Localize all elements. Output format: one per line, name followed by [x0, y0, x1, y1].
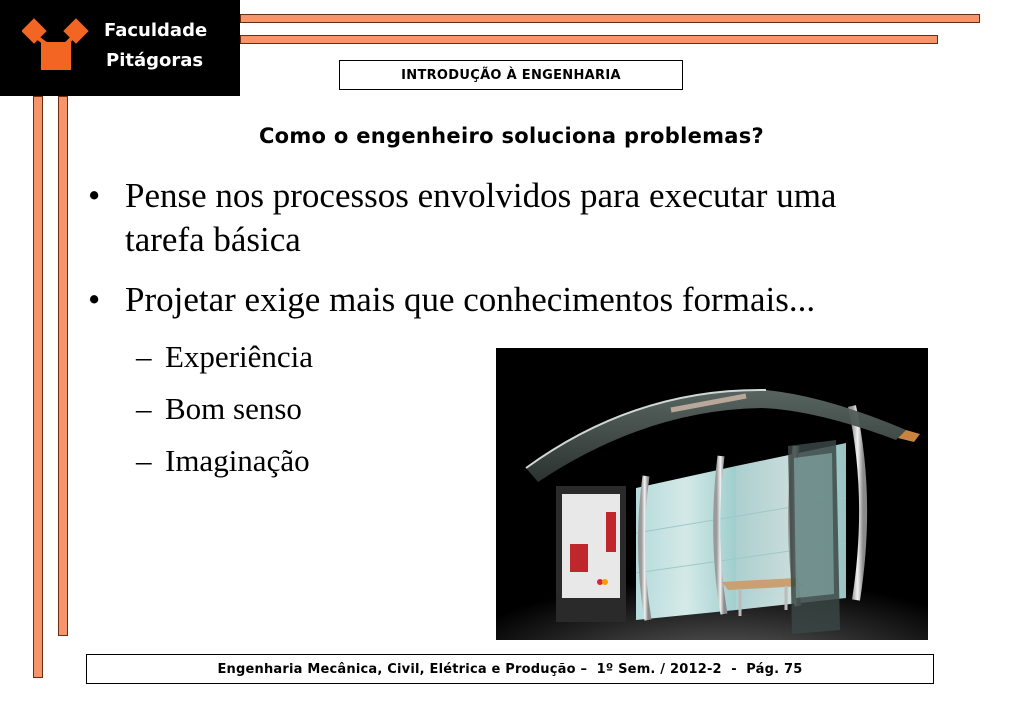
bullet-text: Projetar exige mais que conhecimentos formais...	[125, 280, 816, 319]
logo	[0, 0, 240, 96]
sub-bullet-marker: –	[136, 339, 152, 374]
decorative-bar-left	[33, 96, 43, 678]
logo-text-line1: Faculdade	[104, 20, 208, 41]
decorative-bar-top	[240, 14, 980, 23]
sub-bullet-text: Bom senso	[165, 391, 302, 426]
sub-bullet-marker: –	[136, 391, 152, 426]
bullet-text: Pense nos processos envolvidos para executar uma tarefa básica	[125, 176, 837, 259]
sub-bullet-text: Experiência	[165, 339, 314, 374]
footer-text: Engenharia Mecânica, Civil, Elétrica e Produção – 1º Sem. / 2012-2 - Pág. 75	[217, 661, 803, 677]
course-header-text: INTRODUÇÃO À ENGENHARIA	[401, 67, 621, 83]
logo-mark-icon	[22, 14, 90, 74]
bullet-item	[88, 174, 988, 262]
decorative-bar-top-2	[240, 35, 938, 44]
bullet-item	[88, 278, 988, 322]
bus-shelter-photo	[496, 348, 928, 640]
bullet-marker: •	[88, 176, 101, 215]
decorative-bar-left-2	[58, 96, 68, 636]
sub-bullet-text: Imaginação	[165, 443, 310, 478]
footer	[86, 654, 934, 684]
slide-title: Como o engenheiro soluciona problemas?	[258, 124, 765, 148]
course-header	[339, 60, 683, 90]
logo-text-line2: Pitágoras	[106, 50, 204, 71]
bullet-marker: •	[88, 280, 101, 319]
sub-bullet-marker: –	[136, 443, 152, 478]
